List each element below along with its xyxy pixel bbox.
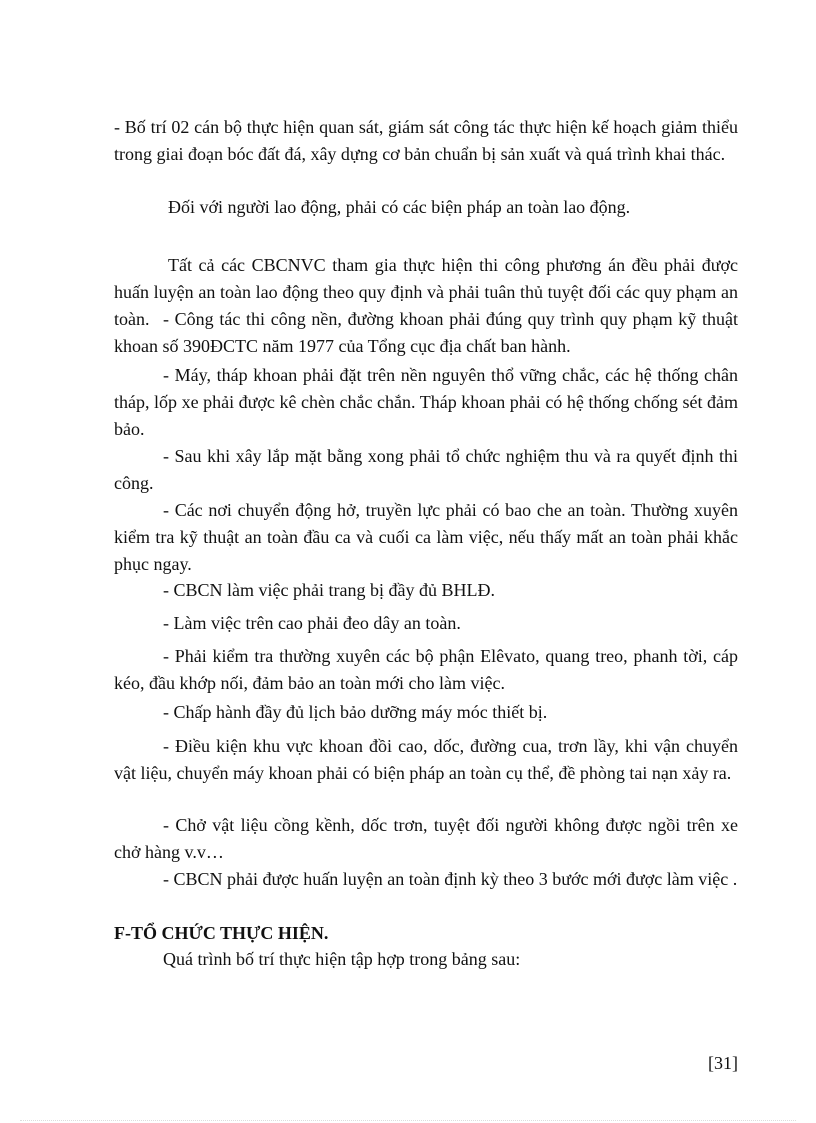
paragraph: Đối với người lao động, phải có các biện pháp an toàn lao động. [168, 197, 631, 217]
paragraph: - Máy, tháp khoan phải đặt trên nền nguyên thổ vững chắc, các hệ thống chân tháp, lốp xe phải được kê chèn chắc chắn. Tháp khoan phải có hệ thống chống sét đảm bảo. [114, 365, 738, 439]
paragraph: - Phải kiểm tra thường xuyên các bộ phận Elêvato, quang treo, phanh tời, cáp kéo, đầu khớp nối, đảm bảo an toàn mới cho làm việc. [114, 646, 738, 693]
paragraph: - Sau khi xây lắp mặt bằng xong phải tổ chức nghiệm thu và ra quyết định thi công. [114, 446, 738, 493]
paragraph: - Chở vật liệu cồng kềnh, dốc trơn, tuyệt đối người không được ngồi trên xe chở hàng v.v… [114, 815, 738, 862]
paragraph: - Điều kiện khu vực khoan đồi cao, dốc, đường cua, trơn lầy, khi vận chuyển vật liệu, chuyển máy khoan phải có biện pháp an toàn cụ thể, đề phòng tai nạn xảy ra. [114, 736, 738, 783]
page-number: [31] [708, 1053, 738, 1073]
paragraph: Tất cả các CBCNVC tham gia thực hiện thi công phương án đều phải được huấn luyện an toàn lao động theo quy định và phải tuân thủ tuyệt đối các quy phạm an toàn. [114, 255, 738, 329]
paragraph: - Bố trí 02 cán bộ thực hiện quan sát, giám sát công tác thực hiện kế hoạch giảm thiểu trong giai đoạn bóc đất đá, xây dựng cơ bản chuẩn bị sản xuất và quá trình khai thác. [114, 117, 738, 164]
paragraph: - Chấp hành đầy đủ lịch bảo dưỡng máy móc thiết bị. [163, 702, 548, 722]
paragraph: - Làm việc trên cao phải đeo dây an toàn. [163, 613, 461, 633]
paragraph: - Công tác thi công nền, đường khoan phải đúng quy trình quy phạm kỹ thuật khoan số 390ĐCTC năm 1977 của Tổng cục địa chất ban hành. [114, 309, 738, 356]
page-edge [20, 1120, 796, 1121]
paragraph: - CBCN làm việc phải trang bị đầy đủ BHLĐ. [163, 580, 495, 600]
paragraph: Quá trình bố trí thực hiện tập hợp trong bảng sau: [163, 949, 521, 969]
paragraph: - CBCN phải được huấn luyện an toàn định kỳ theo 3 bước mới được làm việc . [163, 869, 738, 889]
paragraph: - Các nơi chuyển động hở, truyền lực phải có bao che an toàn. Thường xuyên kiểm tra kỹ thuật an toàn đầu ca và cuối ca làm việc, nếu thấy mất an toàn phải khắc phục ngay. [114, 500, 738, 574]
section-heading: F-TỔ CHỨC THỰC HIỆN. [114, 923, 329, 943]
